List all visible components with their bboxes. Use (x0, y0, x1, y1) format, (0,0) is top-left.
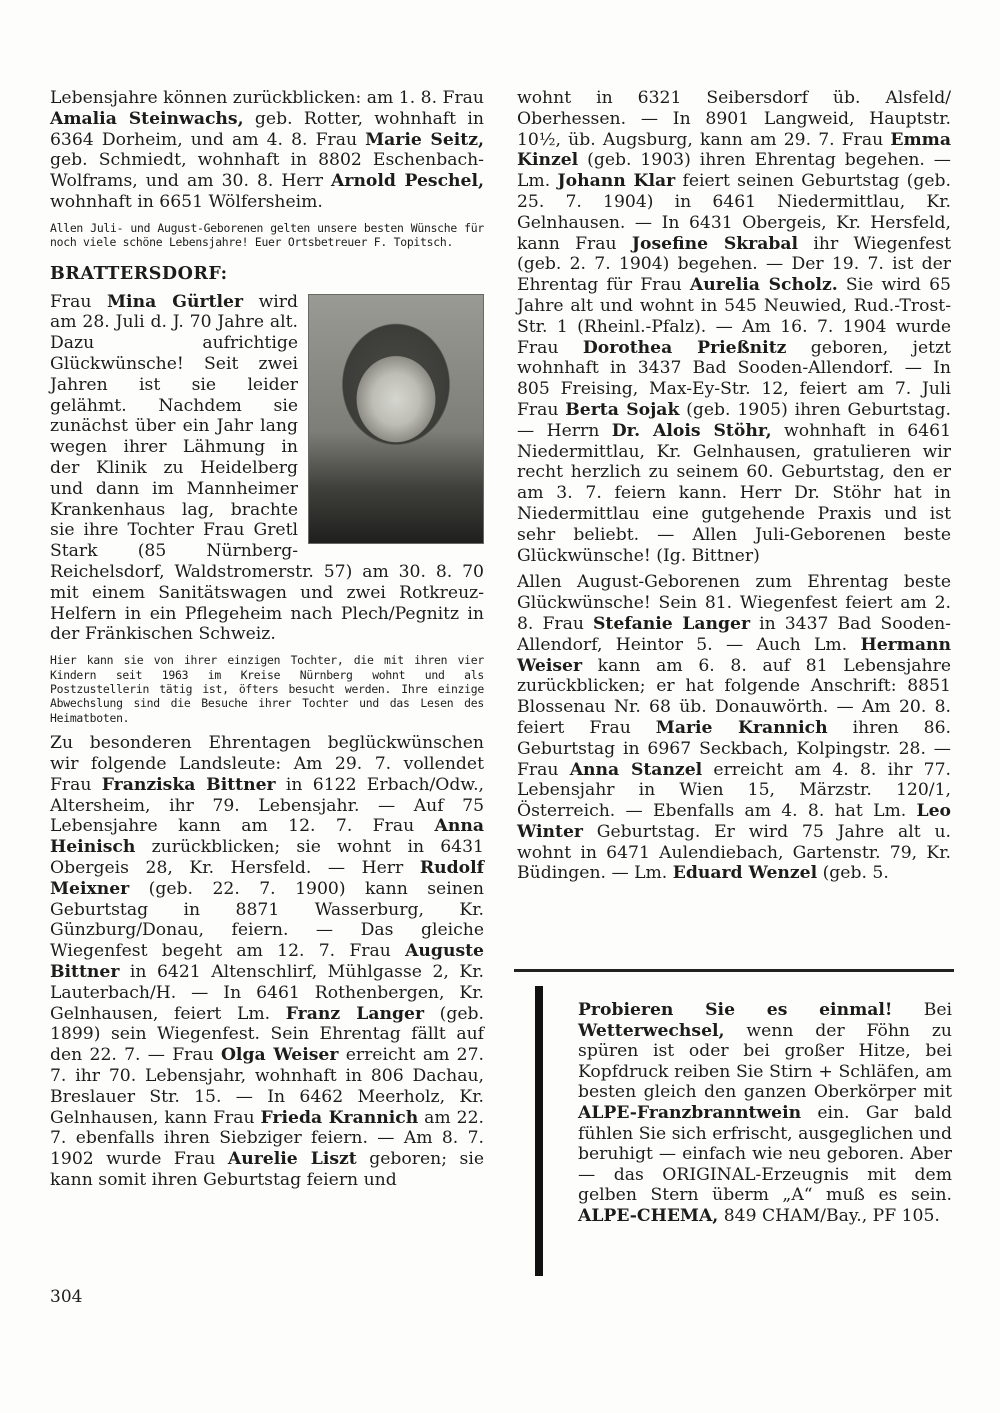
mina-paragraph: Frau Mina Gürtler wird am 28. Juli d. J. 70 Jahre alt. Dazu aufrichtige Glückwünsche! Seit zwei Jahren ist sie leider gelähmt. Nachdem sie zunächst über ein Jahr lang wegen ihrer Lähmung in der Klinik zu Heidelberg und dann im Mannheimer Krankenhaus lag, brachte sie ihre Tochter Frau Gretl Stark (85 Nürnberg-Reichelsdorf, Waldstromerstr. 57) am 30. 8. 70 mit einem Sanitätswagen und zwei Rotkreuz-Helfern in ein Pflegeheim nach Plech/Pegnitz in der Fränkischen Schweiz. (50, 291, 484, 645)
greeting-note: Allen Juli- und August-Geborenen gelten unsere besten Wünsche für noch viele schöne Lebensjahre! Euer Ortsbetreuer F. Topitsch. (50, 220, 484, 250)
honor-paragraph: Zu besonderen Ehrentagen beglückwünschen wir folgende Landsleute: Am 29. 7. vollendet Frau Franziska Bittner in 6122 Erbach/Odw., Altersheim, ihr 79. Lebensjahr. — Auf 75 Lebensjahre kann am 12. 7. Frau Anna Heinisch zurückblicken; sie wohnt in 6431 Obergeis 28, Kr. Hersfeld. — Herr Rudolf Meixner (geb. 22. 7. 1900) kann seinen Geburtstag in 8871 Wasserburg, Kr. Günzburg/Donau, feiern. — Das gleiche Wiegenfest begeht am 12. 7. Frau Auguste Bittner in 6421 Altenschlirf, Mühlgasse 2, Kr. Lauterbach/H. — In 6461 Rothenbergen, Kr. Gelnhausen, feiert Lm. Franz Langer (geb. 1899) sein Wiegenfest. Sein Ehrentag fällt auf den 22. 7. — Frau Olga Weiser erreicht am 27. 7. ihr 70. Lebensjahr, wohnhaft in 806 Dachau, Breslauer Str. 15. — In 6462 Meerholz, Kr. Gelnhausen, kann Frau Frieda Krannich am 22. 7. ebenfalls ihren Siebziger feiern. — Am 8. 7. 1902 wurde Frau Aurelie Liszt geboren; sie kann somit ihren Geburtstag feiern und (50, 733, 485, 1190)
right-column (517, 88, 951, 884)
intro-paragraph: Lebensjahre können zurückblicken: am 1. 8. Frau Amalia Steinwachs, geb. Rotter, wohnhaft in 6364 Dorheim, und am 4. 8. Frau Marie Seitz, geb. Schmiedt, wohnhaft in 8802 Eschenbach-Wolframs, und am 30. 8. Herr Arnold Peschel, wohnhaft in 6651 Wölfersheim. (50, 88, 484, 212)
left-column (50, 88, 484, 1191)
august-paragraph: Allen August-Geborenen zum Ehrentag beste Glückwünsche! Sein 81. Wiegenfest feiert am 2. 8. Frau Stefanie Langer in 3437 Bad Sooden-Allendorf, Heintor 5. — Auch Lm. Hermann Weiser kann am 6. 8. auf 81 Lebensjahre zurückblicken; er hat folgende Anschrift: 8851 Blossenau Nr. 68 üb. Donauwörth. — Am 20. 8. feiert Frau Marie Krannich ihren 86. Geburtstag in 6967 Seckbach, Kolpingstr. 28. — Frau Anna Stanzel erreicht am 4. 8. ihr 77. Lebensjahr in Wien 15, Märzstr. 120/1, Österreich. — Ebenfalls am 4. 8. hat Lm. Leo Winter Geburtstag. Er wird 75 Jahre alt u. wohnt in 6471 Aulendiebach, Gartenstr. 79, Kr. Büdingen. — Lm. Eduard Wenzel (geb. 5. (517, 572, 951, 884)
continued-paragraph: wohnt in 6321 Seibersdorf üb. Alsfeld/ Oberhessen. — In 8901 Langweid, Hauptstr. 10½, üb. Augsburg, kann am 29. 7. Frau Emma Kinzel (geb. 1903) ihren Ehrentag begehen. — Lm. Johann Klar feiert seinen Geburtstag (geb. 25. 7. 1904) in 6461 Niedermittlau, Kr. Gelnhausen. — In 6431 Obergeis, Kr. Hersfeld, kann Frau Josefine Skrabal ihr Wiegenfest (geb. 2. 7. 1904) begehen. — Der 19. 7. ist der Ehrentag für Frau Aurelia Scholz. Sie wird 65 Jahre alt und wohnt in 545 Neuwied, Rud.-Trost-Str. 1 (Rheinl.-Pfalz). — Am 16. 7. 1904 wurde Frau Dorothea Prießnitz geboren, jetzt wohnhaft in 3437 Bad Sooden-Allendorf. — In 805 Freising, Max-Ey-Str. 12, feiert am 7. Juli Frau Berta Sojak (geb. 1905) ihren Geburtstag. — Herrn Dr. Alois Stöhr, wohnhaft in 6461 Niedermittlau, Kr. Gelnhausen, gratulieren wir recht herzlich zu seinem 60. Geburtstag, den er am 3. 7. feiern kann. Herr Dr. Stöhr hat in Niedermittlau eine gutgehende Praxis und ist sehr beliebt. — Allen Juli-Geborenen beste Glückwünsche! (Ig. Bittner) (517, 88, 952, 566)
advertisement-box (535, 986, 957, 1278)
page-number: 304 (50, 1287, 83, 1307)
ad-side-bar (535, 986, 543, 1276)
visit-note: Hier kann sie von ihrer einzigen Tochter, die mit ihren vier Kindern seit 1963 im Kreise Nürnberg wohnt und als Postzustellerin tätig ist, öfters besucht werden. Ihre einzige Abwechslung sind die Besuche ihrer Tochter und das Lesen des Heimatboten. (50, 653, 484, 725)
ad-text-block (578, 1000, 952, 1227)
ad-paragraph: Probieren Sie es einmal! Bei Wetterwechsel, wenn der Föhn zu spüren ist oder bei großer Hitze, bei Kopfdruck reiben Sie Stirn + Schläfen, am besten gleich den ganzen Oberkörper mit ALPE-Franzbranntwein ein. Gar bald fühlen Sie sich erfrischt, ausgeglichen und beruhigt — einfach wie neu geboren. Aber — das ORIGINAL-Erzeugnis mit dem gelben Stern überm „A“ muß es sein. ALPE-CHEMA, 849 CHAM/Bay., PF 105. (578, 1000, 953, 1226)
portrait-photo (308, 294, 484, 544)
divider-rule (514, 969, 954, 972)
section-heading-brattersdorf: BRATTERSDORF: (50, 263, 228, 284)
